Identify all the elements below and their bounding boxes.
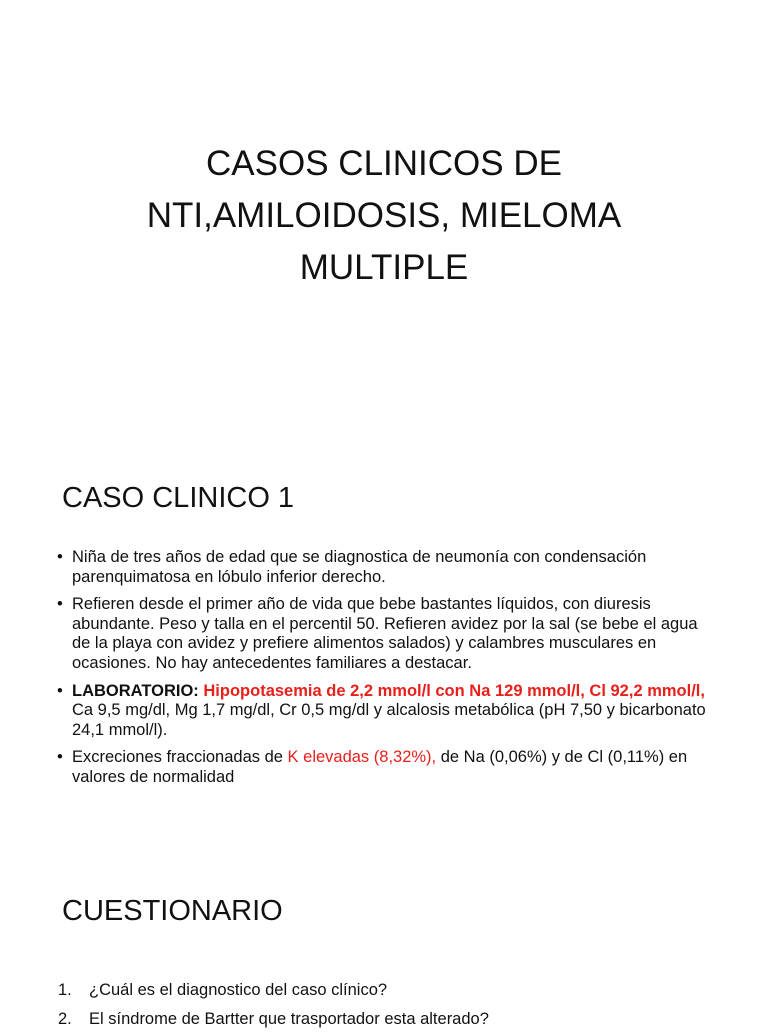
question-number: 1. [58, 981, 72, 999]
lab-highlight: Hipopotasemia de 2,2 mmol/l con Na 129 mmol/l, Cl 92,2 mmol/l, [203, 681, 705, 700]
case-bullet-list [57, 548, 717, 796]
title-line-3: MULTIPLE [299, 248, 469, 287]
question-text: ¿Cuál es el diagnostico del caso clínico? [89, 981, 388, 999]
bullet-text: Niña de tres años de edad que se diagnostica de neumonía con condensación parenquimatosa en lóbulo inferior derecho. [72, 548, 647, 586]
lab-label: LABORATORIO: [72, 681, 199, 700]
excretion-pre: Excreciones fraccionadas de [72, 748, 283, 767]
case-heading: CASO CLINICO 1 [62, 482, 295, 514]
bullet-item-patient [57, 548, 717, 587]
bullet-marker: • [57, 595, 63, 614]
excretion-rest: de Na (0,06%) y de Cl (0,11%) en valores de normalidad [72, 748, 688, 786]
title-line-2: NTI,AMILOIDOSIS, MIELOMA [146, 196, 622, 235]
bullet-text: Refieren desde el primer año de vida que bebe bastantes líquidos, con diuresis abundante. Peso y talla en el percentil 50. Refieren avidez por la sal (se bebe el agua de la playa con avidez y prefiere alimentos salados) y calambres musculares en ocasiones. No hay antecedentes familiares a destacar. [72, 595, 698, 672]
bullet-marker: • [57, 681, 63, 700]
question-item [58, 1005, 718, 1034]
bullet-marker: • [57, 548, 63, 566]
lab-rest: Ca 9,5 mg/dl, Mg 1,7 mg/dl, Cr 0,5 mg/dl y alcalosis metabólica (pH 7,50 y bicarbonato 24,1 mmol/l). [72, 701, 706, 739]
excretion-highlight: K elevadas (8,32%), [287, 748, 437, 767]
bullet-item-excretion [57, 748, 717, 787]
bullet-item-history [57, 595, 717, 673]
question-list [58, 976, 718, 1034]
question-item [58, 976, 718, 1005]
bullet-marker: • [57, 748, 63, 767]
quiz-heading: CUESTIONARIO [62, 895, 283, 927]
bullet-item-laboratory [57, 682, 717, 741]
title-line-1: CASOS CLINICOS DE [206, 144, 562, 183]
question-number: 2. [58, 1010, 72, 1028]
slide-title [60, 138, 708, 294]
question-text: El síndrome de Bartter que trasportador esta alterado? [89, 1010, 489, 1028]
